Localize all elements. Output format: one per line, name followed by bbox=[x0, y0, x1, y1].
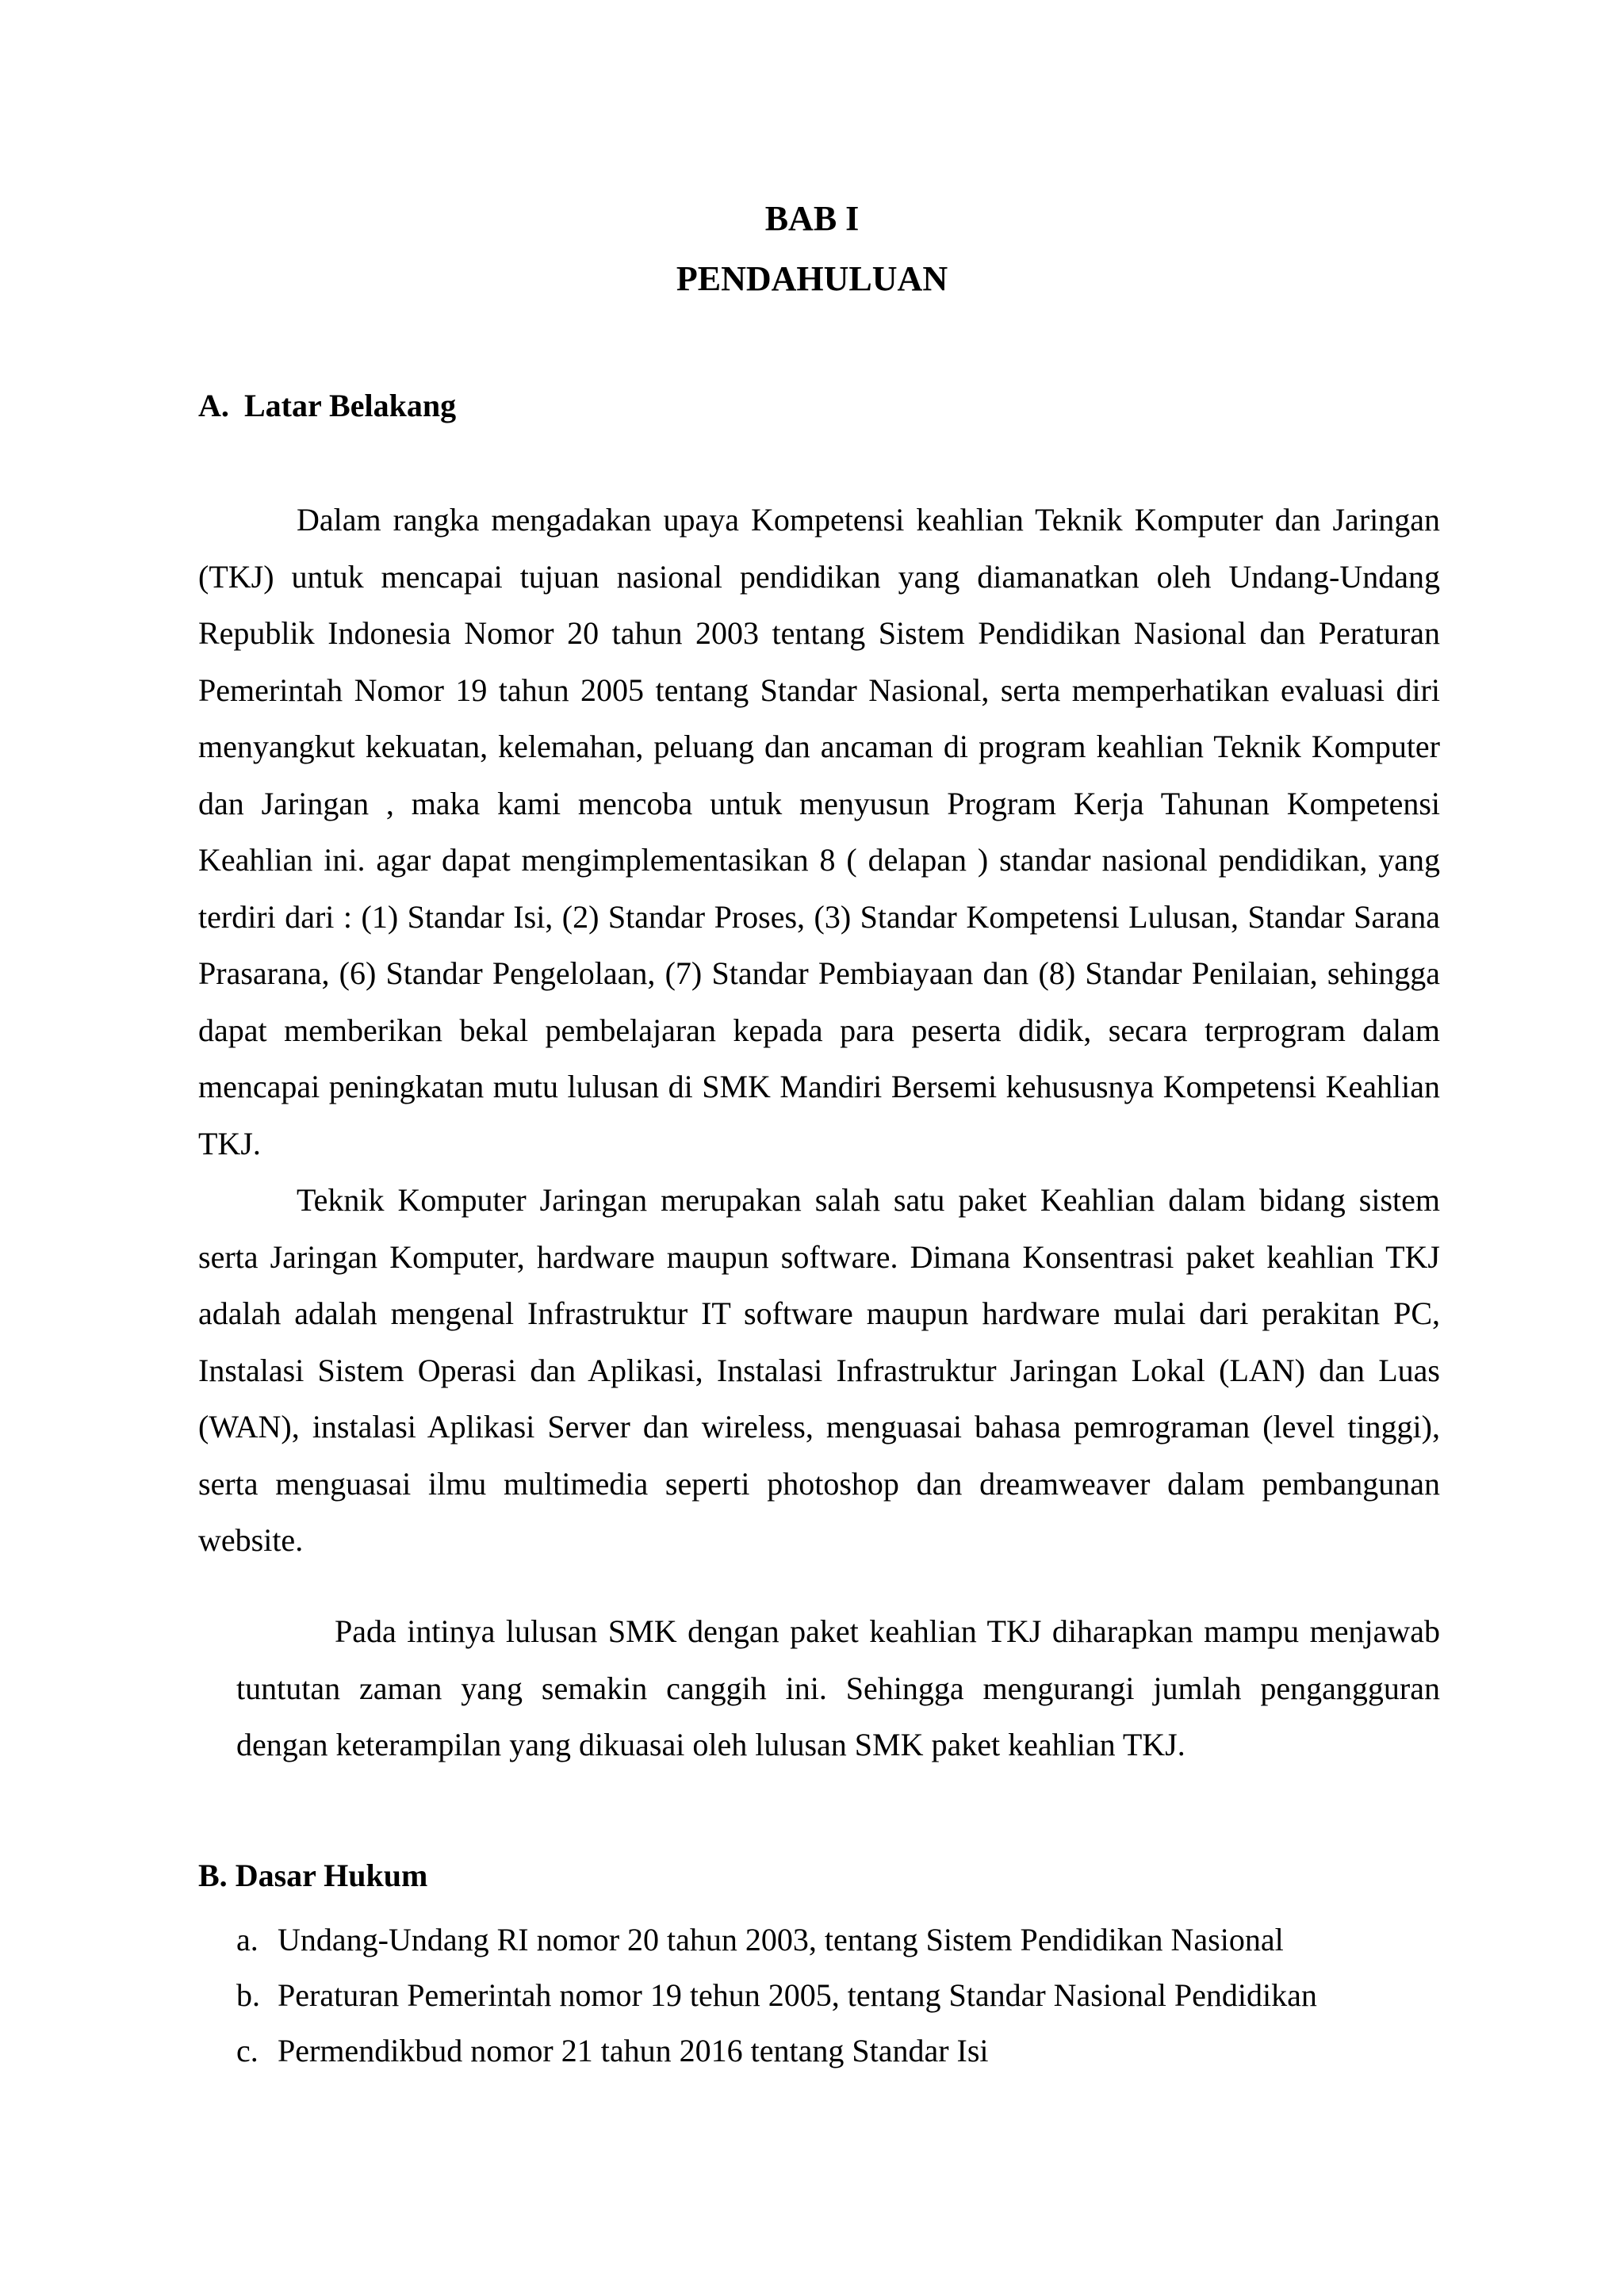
list-item-text: Permendikbud nomor 21 tahun 2016 tentang Standar Isi bbox=[278, 2033, 989, 2068]
paragraph: Pada intinya lulusan SMK dengan paket keahlian TKJ diharapkan mampu menjawab tuntutan zaman yang semakin canggih ini. Sehingga mengurangi jumlah pengangguran dengan keterampilan yang dikuasai oleh lulusan SMK paket keahlian TKJ. bbox=[236, 1613, 1440, 1762]
paragraph: Dalam rangka mengadakan upaya Kompetensi keahlian Teknik Komputer dan Jaringan (TKJ) untuk mencapai tujuan nasional pendidikan yang diamanatkan oleh Undang-Undang Republik Indonesia Nomor 20 tahun 2003 tentang Sistem Pendidikan Nasional dan Peraturan Pemerintah Nomor 19 tahun 2005 tentang Standar Nasional, serta memperhatikan evaluasi diri menyangkut kekuatan, kelemahan, peluang dan ancaman di program keahlian Teknik Komputer dan Jaringan , maka kami mencoba untuk menyusun Program Kerja Tahunan Kompetensi Keahlian ini. agar dapat mengimplementasikan 8 ( delapan ) standar nasional pendidikan, yang terdiri dari : (1) Standar Isi, (2) Standar Proses, (3) Standar Kompetensi Lulusan, Standar Sarana Prasarana, (6) Standar Pengelolaan, (7) Standar Pembiayaan dan (8) Standar Penilaian, sehingga dapat memberikan bekal pembelajaran kepada para peserta didik, secara terprogram dalam mencapai peningkatan mutu lulusan di SMK Mandiri Bersemi kehususnya Kompetensi Keahlian TKJ. bbox=[198, 502, 1440, 1161]
chapter-number: BAB I bbox=[764, 199, 860, 238]
list-item bbox=[236, 1912, 1317, 1968]
legal-basis-list bbox=[236, 1912, 1317, 2079]
section-heading-latar-belakang bbox=[198, 390, 456, 422]
list-marker: c. bbox=[236, 2033, 259, 2068]
section-title: Latar Belakang bbox=[244, 388, 457, 423]
list-item-text: Peraturan Pemerintah nomor 19 tehun 2005, tentang Standar Nasional Pendidikan bbox=[278, 1977, 1317, 2013]
chapter-title: PENDAHULUAN bbox=[676, 259, 948, 298]
section-heading-dasar-hukum bbox=[198, 1860, 427, 1892]
paragraph: Teknik Komputer Jaringan merupakan salah satu paket Keahlian dalam bidang sistem serta Jaringan Komputer, hardware maupun software. Dimana Konsentrasi paket keahlian TKJ adalah adalah mengenal Infrastruktur IT software maupun hardware mulai dari perakitan PC, Instalasi Sistem Operasi dan Aplikasi, Instalasi Infrastruktur Jaringan Lokal (LAN) dan Luas (WAN), instalasi Aplikasi Server dan wireless, menguasai bahasa pemrograman (level tinggi), serta menguasai ilmu multimedia seperti photoshop dan dreamweaver dalam pembangunan website. bbox=[198, 1182, 1440, 1558]
list-item bbox=[236, 2023, 1317, 2079]
list-item bbox=[236, 1968, 1317, 2023]
list-marker: b. bbox=[236, 1977, 260, 2013]
section-letter: B. bbox=[198, 1858, 228, 1893]
section-title: Dasar Hukum bbox=[235, 1858, 428, 1893]
list-marker: a. bbox=[236, 1922, 259, 1957]
list-item-text: Undang-Undang RI nomor 20 tahun 2003, tentang Sistem Pendidikan Nasional bbox=[278, 1922, 1284, 1957]
section-letter: A. bbox=[198, 388, 229, 423]
